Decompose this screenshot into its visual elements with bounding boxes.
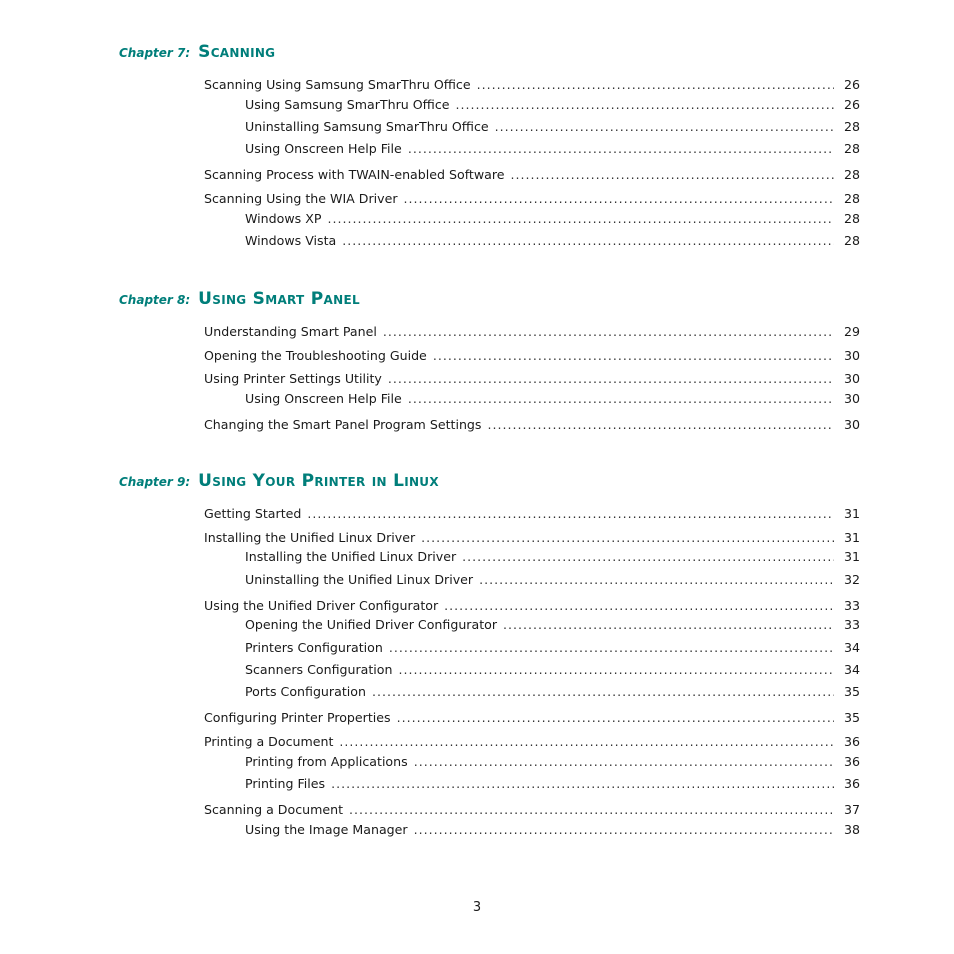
toc-entry-page: 28 [843,191,860,206]
leader-dots [503,617,834,633]
leader-dots [383,324,834,340]
leader-dots [495,119,834,135]
toc-entry-title: Using Onscreen Help File [245,141,402,156]
toc-entry-title: Getting Started [204,506,302,521]
toc-entry-page: 34 [843,640,860,655]
chapter-label: Chapter 8: [119,293,191,307]
leader-dots [462,549,834,565]
toc-entry-page: 35 [843,710,860,725]
toc-entry[interactable] [204,191,860,207]
toc-entry-title: Installing the Unified Linux Driver [204,530,416,545]
toc-entry-page: 31 [843,506,860,521]
leader-dots [339,734,834,750]
leader-dots [421,530,834,546]
toc-entry[interactable] [204,324,860,340]
toc-entry-page: 30 [843,371,860,386]
leader-dots [414,822,834,838]
toc-entry-page: 31 [843,549,860,564]
chapter-heading [119,289,360,309]
toc-entry-title: Scanning Using Samsung SmarThru Office [204,77,471,92]
toc-entry-page: 28 [843,211,860,226]
toc-entry[interactable] [204,734,860,750]
toc-entry[interactable] [204,802,860,818]
toc-entry[interactable] [245,684,860,700]
toc-entry-title: Opening the Unified Driver Configurator [245,617,498,632]
toc-entry[interactable] [245,233,860,249]
toc-entry-page: 33 [843,598,860,613]
toc-entry-title: Scanning a Document [204,802,344,817]
toc-entry[interactable] [245,822,860,838]
chapter-label: Chapter 7: [119,46,191,60]
toc-entry[interactable] [204,348,860,364]
leader-dots [349,802,834,818]
toc-entry-page: 34 [843,662,860,677]
toc-entry[interactable] [245,617,860,633]
toc-entry-page: 36 [843,776,860,791]
toc-entry-page: 33 [843,617,860,632]
chapter-label: Chapter 9: [119,475,191,489]
toc-entry-title: Understanding Smart Panel [204,324,377,339]
toc-entry-page: 30 [843,391,860,406]
leader-dots [331,776,834,792]
toc-entry[interactable] [245,754,860,770]
toc-entry[interactable] [245,211,860,227]
toc-entry-page: 30 [843,417,860,432]
leader-dots [372,684,834,700]
chapter-heading [119,471,439,491]
toc-entry-title: Configuring Printer Properties [204,710,391,725]
chapter-title[interactable]: Using Your Printer in Linux [198,471,439,491]
toc-entry-title: Opening the Troubleshooting Guide [204,348,427,363]
leader-dots [399,662,835,678]
toc-entry-title: Printing Files [245,776,326,791]
page-number: 3 [472,900,482,915]
toc-entry[interactable] [204,598,860,614]
toc-entry[interactable] [245,572,860,588]
toc-entry[interactable] [245,119,860,135]
toc-entry[interactable] [245,640,860,656]
toc-entry-page: 28 [843,233,860,248]
toc-entry-page: 36 [843,754,860,769]
leader-dots [404,191,834,207]
toc-entry-page: 35 [843,684,860,699]
toc-entry-title: Printers Configuration [245,640,383,655]
toc-entry[interactable] [245,141,860,157]
toc-entry-page: 28 [843,119,860,134]
toc-entry-page: 26 [843,77,860,92]
toc-entry-title: Using Onscreen Help File [245,391,402,406]
leader-dots [389,640,834,656]
leader-dots [477,77,834,93]
toc-entry-title: Scanning Using the WIA Driver [204,191,398,206]
leader-dots [433,348,834,364]
leader-dots [388,371,834,387]
toc-entry[interactable] [204,167,860,183]
leader-dots [327,211,834,227]
toc-entry-title: Using Samsung SmarThru Office [245,97,450,112]
toc-entry-page: 32 [843,572,860,587]
leader-dots [444,598,834,614]
toc-entry-page: 28 [843,141,860,156]
leader-dots [342,233,834,249]
toc-entry-page: 28 [843,167,860,182]
toc-entry-title: Windows XP [245,211,322,226]
toc-entry[interactable] [204,710,860,726]
toc-entry-title: Using the Unified Driver Configurator [204,598,439,613]
toc-entry-title: Ports Configuration [245,684,366,699]
toc-entry[interactable] [245,391,860,407]
chapter-heading [119,42,275,62]
toc-entry-page: 31 [843,530,860,545]
leader-dots [488,417,835,433]
toc-entry-title: Scanners Configuration [245,662,393,677]
toc-entry-title: Using the Image Manager [245,822,408,837]
toc-entry-page: 26 [843,97,860,112]
toc-entry-title: Printing a Document [204,734,334,749]
toc-entry-page: 37 [843,802,860,817]
toc-entry[interactable] [204,530,860,546]
toc-entry[interactable] [245,549,860,565]
leader-dots [408,141,834,157]
toc-entry-title: Scanning Process with TWAIN-enabled Software [204,167,505,182]
leader-dots [307,506,834,522]
toc-entry-page: 36 [843,734,860,749]
toc-entry[interactable] [204,77,860,93]
chapter-title[interactable]: Using Smart Panel [198,289,360,309]
toc-entry-title: Uninstalling the Unified Linux Driver [245,572,474,587]
toc-entry-title: Using Printer Settings Utility [204,371,382,386]
leader-dots [511,167,834,183]
toc-entry[interactable] [245,97,860,113]
toc-entry-title: Printing from Applications [245,754,408,769]
toc-entry[interactable] [245,776,860,792]
toc-entry-title: Uninstalling Samsung SmarThru Office [245,119,489,134]
toc-entry-page: 38 [843,822,860,837]
toc-entry-page: 29 [843,324,860,339]
toc-entry[interactable] [204,417,860,433]
toc-entry[interactable] [204,371,860,387]
toc-entry-title: Installing the Unified Linux Driver [245,549,457,564]
toc-entry[interactable] [245,662,860,678]
leader-dots [414,754,834,770]
leader-dots [397,710,834,726]
leader-dots [479,572,834,588]
toc-entry-title: Changing the Smart Panel Program Settings [204,417,482,432]
toc-entry-page: 30 [843,348,860,363]
chapter-title[interactable]: Scanning [198,42,276,62]
leader-dots [408,391,834,407]
toc-entry-title: Windows Vista [245,233,337,248]
toc-entry[interactable] [204,506,860,522]
leader-dots [456,97,834,113]
